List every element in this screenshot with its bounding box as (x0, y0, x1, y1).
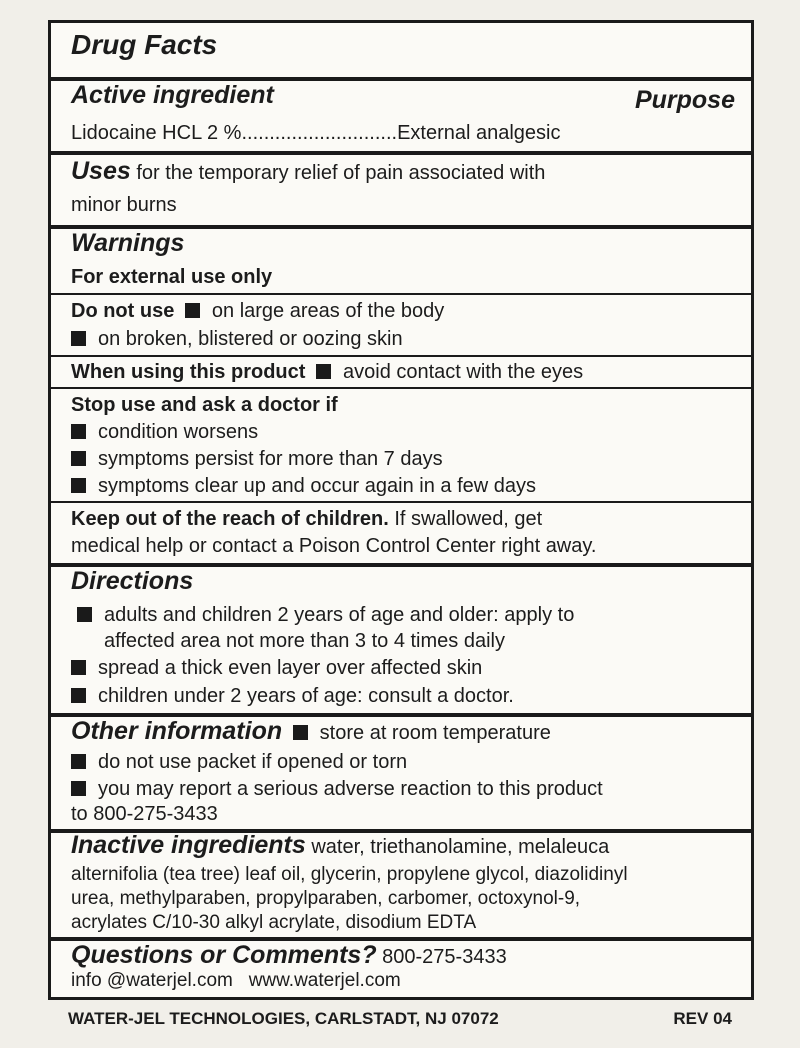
bullet-square (71, 688, 86, 703)
bullet-square (71, 331, 86, 346)
other-info-item-2 (71, 750, 735, 774)
when-using-label: When using this product (71, 361, 306, 383)
divider (51, 387, 751, 389)
other-info-item-text: do not use packet if opened or torn (98, 751, 408, 773)
stop-use-item (71, 474, 735, 498)
footer (68, 1008, 732, 1030)
do-not-use-line-1 (71, 299, 735, 323)
other-info-line-1 (71, 719, 735, 745)
inactive-text-1: water, triethanolamine, melaleuca (311, 836, 610, 858)
bullet-square (71, 451, 86, 466)
questions-email: info @waterjel.com (71, 970, 233, 991)
bullet-square (71, 754, 86, 769)
other-info-item-3 (71, 777, 735, 801)
uses-text-2: minor burns (71, 194, 177, 216)
directions-item-3 (71, 684, 735, 708)
questions-phone: 800-275-3433 (382, 946, 507, 968)
divider (51, 293, 751, 295)
questions-line-1 (71, 943, 735, 969)
stop-use-item (71, 447, 735, 471)
other-info-item-1: store at room temperature (319, 722, 551, 744)
warnings-heading: Warnings (71, 229, 185, 257)
uses-text-1: for the temporary relief of pain associated with (136, 162, 546, 184)
bullet-square (185, 303, 200, 318)
bullet-square (71, 478, 86, 493)
inactive-text-3: urea, methylparaben, propylparaben, carbomer, octoxynol-9, (71, 888, 581, 909)
directions-item-1-line-2: affected area not more than 3 to 4 times daily (104, 630, 505, 652)
do-not-use-line-2 (71, 327, 735, 351)
do-not-use-item-2: on broken, blistered or oozing skin (98, 328, 403, 350)
purpose-heading: Purpose (634, 86, 735, 114)
inactive-line-1 (71, 833, 735, 859)
stop-use-item-text: condition worsens (98, 421, 259, 443)
drug-facts-title: Drug Facts (71, 29, 218, 60)
external-use-only: For external use only (71, 266, 273, 288)
stop-use-item-text: symptoms persist for more than 7 days (98, 448, 443, 470)
ingredient-purpose: External analgesic (397, 122, 561, 144)
leader-dots: ............................ (241, 122, 398, 144)
active-ingredient-heading: Active ingredient (71, 81, 274, 109)
questions-website: www.waterjel.com (248, 970, 401, 991)
bullet-square (71, 424, 86, 439)
keep-out-line-1 (71, 507, 735, 531)
keep-out-text-1: If swallowed, get (394, 508, 543, 530)
keep-out-label: Keep out of the reach of children. (71, 508, 389, 530)
divider (51, 501, 751, 503)
bullet-square (77, 607, 92, 622)
footer-company: WATER-JEL TECHNOLOGIES, CARLSTADT, NJ 07072 (68, 1009, 499, 1028)
inactive-heading: Inactive ingredients (71, 831, 306, 859)
divider (51, 355, 751, 357)
when-using-item: avoid contact with the eyes (343, 361, 584, 383)
drug-facts-panel (48, 20, 754, 1000)
do-not-use-item-1: on large areas of the body (211, 300, 445, 322)
inactive-text-4: acrylates C/10-30 alkyl acrylate, disodium EDTA (71, 912, 477, 933)
uses-heading: Uses (71, 157, 131, 185)
bullet-square (316, 364, 331, 379)
footer-rev: REV 04 (673, 1009, 732, 1028)
active-ingredient-row (71, 83, 735, 112)
ingredient-name: Lidocaine HCL 2 % (71, 122, 242, 144)
directions-item-1-line-1: adults and children 2 years of age and older: apply to (104, 604, 575, 626)
directions-item-1 (77, 603, 735, 627)
other-info-heading: Other information (71, 717, 283, 745)
questions-heading: Questions or Comments? (71, 941, 377, 969)
directions-item-text: spread a thick even layer over affected skin (98, 657, 483, 679)
bullet-square (71, 781, 86, 796)
directions-item-text: children under 2 years of age: consult a doctor. (98, 685, 514, 707)
directions-item-2 (71, 656, 735, 680)
keep-out-text-2: medical help or contact a Poison Control Center right away. (71, 535, 597, 557)
active-ingredient-line (71, 121, 735, 145)
stop-use-item-text: symptoms clear up and occur again in a few days (98, 475, 536, 497)
bullet-square (71, 660, 86, 675)
bullet-square (293, 725, 308, 740)
inactive-text-2: alternifolia (tea tree) leaf oil, glycerin, propylene glycol, diazolidinyl (71, 864, 628, 885)
questions-line-2 (71, 969, 735, 993)
other-info-item-3-line-2: to 800-275-3433 (71, 803, 218, 825)
uses-line-1 (71, 159, 735, 185)
stop-use-item (71, 420, 735, 444)
other-info-item-text: you may report a serious adverse reaction to this product (98, 778, 603, 800)
when-using-line (71, 360, 735, 384)
stop-use-label: Stop use and ask a doctor if (71, 394, 338, 416)
directions-heading: Directions (71, 567, 194, 595)
divider (51, 151, 751, 155)
do-not-use-label: Do not use (71, 300, 175, 322)
